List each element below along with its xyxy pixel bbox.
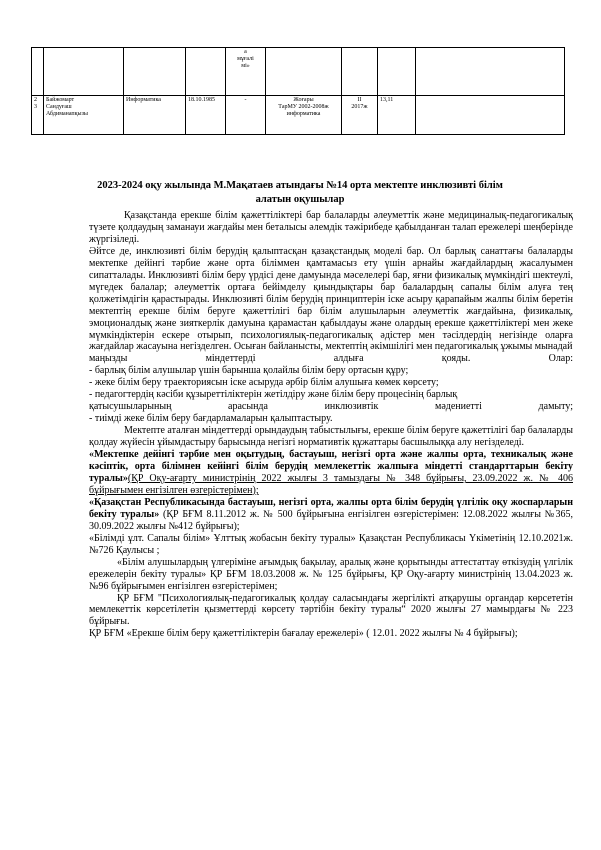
document-body: [89, 210, 573, 640]
word: инклюзивтік: [324, 401, 379, 413]
word: Олар:: [548, 353, 574, 365]
table-cell-note: а мұғалі мі»: [226, 48, 266, 96]
list-item: - барлық білім алушылар үшін барынша қолайлы білім беру ортасын құру;: [89, 365, 409, 377]
paragraph-curriculum: [89, 497, 573, 533]
paragraph-tasks: Мектепте аталған міндеттерді орындаудың табыстылығы, ерекше білім беруге қажеттілігі бар балаларды қолдау жүйесін ұйымдастыру барысында негізгі нормативтік құжаттары басшылыққа алу негізделеді.: [89, 425, 573, 449]
word: дамыту;: [538, 401, 574, 413]
paragraph-evaluation-rules: ҚР БҒМ «Ерекше білім беру қажеттіліктерін бағалау ережелері» ( 12.01. 2022 жылғы № 4 бұйрығы);: [89, 628, 518, 640]
table-cell-dash: -: [226, 96, 266, 135]
list-item: - жеке білім беру траекториясын іске асыруда әрбір білім алушыға көмек көрсету;: [89, 377, 439, 389]
table-row: [32, 48, 565, 96]
paragraph-model: Әйтсе де, инклюзивті білім берудің қалыптасқан қазақстандық моделі бар. Ол барлық санаттағы балаларды мектепке дейінгі тәрбие және орта біліммен қамтамасыз ету үшін арнайы жағдайлардың жасалуымен сипатталады. Инклюзивті білім беру үрдісі дене дамуында мәселелері бар, яғни физикалық мүмкіндігі шектеулі, мүгедек балалар; әлеуметтік ортаға бейімделу қиындықтары бар балалардың сапалы білім алуға тең қолжетімдігін қарастырады. Инклюзивті білім берудің принциптерін іске асыру қарапайым жалпы білім беретін мектептің ерекше білім беруге қажеттілігі бар білім алушыларын әлеуметтік жағдайына, физикалық, эмоционалдық және зияткерлік дамуына қарамастан қабылдауы және олардың ерекше қажеттіліктері мен жеке мүмкіндіктерін ескере отырып, психологиялық-педагогикалық әдістер мен тәсілдердің негізінде оларға жағдайлар жасауына негізделген. Осыған байланысты, мектептің әкімшілігі мен педагогикалық ұжымы мынадай: [89, 245, 573, 353]
document-reference: (ҚР Оқу-ағарту министрінің 2022 жылғы 3 тамыздағы № 348 бұйрығы, 23.09.2022 ж. № 406 бұйрығымен енгізілген өзгерістерімен);: [89, 472, 573, 496]
table-cell-number: 2 3: [32, 96, 44, 135]
word: міндеттерді: [205, 353, 256, 365]
table-row: [32, 96, 565, 135]
table-cell-category: II 2017ж: [342, 96, 378, 135]
word: қатысушыларының: [89, 401, 172, 413]
staff-table: [31, 47, 565, 135]
table-cell-experience: 13,11: [378, 96, 416, 135]
title-line-1: 2023-2024 оқу жылында М.Мақатаев атындағы №14 орта мектепте инклюзивті білім: [97, 180, 503, 191]
word: маңызды: [89, 353, 128, 365]
paragraph-psych-support: ҚР БҒМ "Психологиялық-педагогикалық қолдау саласындағы жергілікті атқарушы органдар көрсететін мемлекеттік көрсетілетін қызметтерді көрсету тәртібін бекіту туралы“ 2020 жылғы 27 мамырдағы № 223 бұйрығы.: [89, 592, 573, 628]
page-title: [60, 179, 540, 207]
word: мәдениетті: [434, 401, 482, 413]
paragraph-assessment: «Білім алушылардың үлгеріміне ағымдық бақылау, аралық және қорытынды аттестаттау өткізудің үлгілік ережелерін бекіту туралы» ҚР БҒМ 18.03.2008 ж. № 125 бұйрығы, ҚР Оқу-ағарту министрінің 13.04.2023 ж. №96 бұйрығымен енгізілген өзгерістерімен;: [89, 556, 573, 592]
paragraph-standard: [89, 449, 573, 497]
table-cell-birthdate: 18.10.1985: [186, 96, 226, 135]
table-cell-education: Жоғары ТарМУ 2002-2008ж информатика: [266, 96, 342, 135]
paragraph-national-project: «Білімді ұлт. Сапалы білім» Ұлттық жобасын бекіту туралы» Қазақстан Республикасы Үкіметінің 12.10.2021ж. №726 Қаулысы ;: [89, 532, 573, 556]
title-line-2: алатын оқушылар: [255, 194, 345, 205]
word: алдыға: [333, 353, 364, 365]
word: қояды.: [441, 353, 471, 365]
table-cell-name: Байжомарт Сандуғаш Абдиманапқызы: [44, 96, 124, 135]
document-reference: (ҚР БҒМ 8.11.2012 ж. № 500 бұйрығына енгізілген өзгерістерімен: 12.08.2022 жылғы №365, 30.09.2022 жылғы №412 бұйрығы);: [89, 508, 573, 532]
table-cell-subject: Информатика: [124, 96, 186, 135]
paragraph-model-last-line: [89, 353, 573, 365]
word: арасында: [228, 401, 268, 413]
document-title-bold: «Қазақстан Республикасында бастауыш, негізгі орта, жалпы орта білім берудің үлгілік оқу жоспарларын бекіту туралы»: [89, 496, 573, 520]
paragraph-intro: Қазақстанда ерекше білім қажеттіліктері бар балаларды әлеуметтік және медициналық-педагогикалық түзете қолдаудың заманауи жағдайы мен беталысы әлемдік тәжірибеде қабылданған талап ережелері шеңберінде жүргізіледі.: [89, 210, 573, 245]
list-item-continuation: [89, 401, 573, 413]
list-item: - тиімді жеке білім беру бағдарламаларын қалыптастыру.: [89, 413, 333, 425]
document-title-bold: «Мектепке дейінгі тәрбие мен оқытудың, бастауыш, негізгі орта және жалпы орта, техникалық және кәсіптік, орта білімнен кейінгі білім берудің мемлекеттік жалпыға міндетті стандарттарын бекіту туралы»: [89, 449, 573, 484]
list-item: - педагогтердің кәсіби құзыреттіліктерін жетілдіру және білім беру процесінің барлық: [89, 389, 458, 401]
